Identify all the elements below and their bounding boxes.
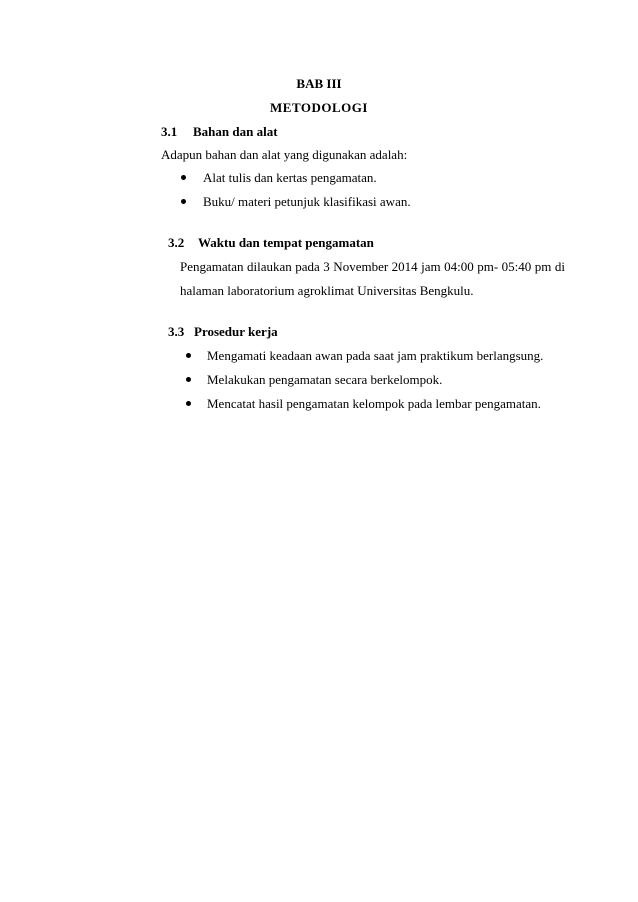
section-heading-3-1: Bahan dan alat [193,124,278,139]
section-number-3-2: 3.2 [168,235,185,250]
paragraph-line-1: Pengamatan dilaukan pada 3 November 2014 jam 04:00 pm- 05:40 pm di [180,259,565,274]
bullet-icon [181,175,186,180]
list-item: Melakukan pengamatan secara berkelompok. [207,372,443,387]
list-item: Alat tulis dan kertas pengamatan. [203,170,377,185]
bullet-icon [186,401,191,406]
bullet-icon [181,199,186,204]
list-item: Buku/ materi petunjuk klasifikasi awan. [203,194,411,209]
section-heading-3-3: Prosedur kerja [194,324,278,339]
section-heading-3-2: Waktu dan tempat pengamatan [198,235,374,250]
page-title: METODOLOGI [270,100,368,115]
bullet-icon [186,377,191,382]
list-item: Mengamati keadaan awan pada saat jam praktikum berlangsung. [207,348,544,363]
section-intro-3-1: Adapun bahan dan alat yang digunakan adalah: [161,147,408,162]
paragraph-line-2: halaman laboratorium agroklimat Universitas Bengkulu. [180,283,474,298]
list-item: Mencatat hasil pengamatan kelompok pada lembar pengamatan. [207,396,541,411]
chapter-label: BAB III [296,76,342,91]
section-number-3-3: 3.3 [168,324,185,339]
bullet-icon [186,353,191,358]
section-number-3-1: 3.1 [161,124,178,139]
